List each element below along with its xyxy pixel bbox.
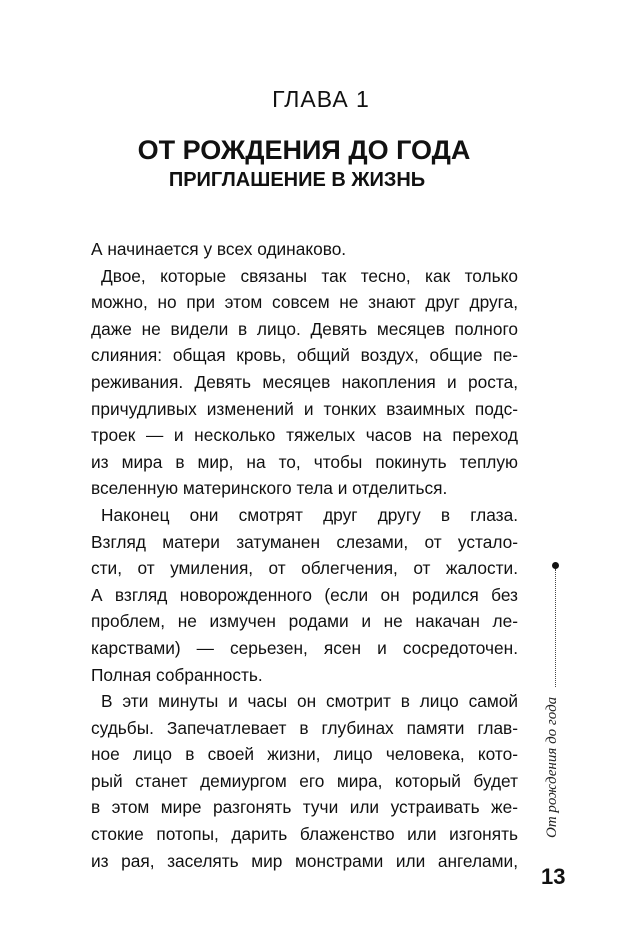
text-line: из мира в мир, на то, чтобы покинуть теплую	[91, 451, 518, 472]
text-line: из рая, заселять мир монстрами или ангелами,	[91, 850, 518, 871]
chapter-title: ОТ РОЖДЕНИЯ ДО ГОДА	[137, 135, 471, 165]
text-line: рый станет демиургом его мира, который будет	[91, 770, 518, 791]
text-line: сти, от умиления, от облегчения, от жалости.	[91, 558, 518, 579]
running-header: От рождения до года	[544, 696, 560, 838]
text-line: причудливых изменений и тонких взаимных подс-	[91, 398, 518, 419]
body-text	[91, 236, 518, 874]
running-header-rule	[555, 569, 556, 687]
chapter-label: ГЛАВА 1	[272, 86, 370, 112]
text-line: Взгляд матери затуманен слезами, от устало-	[91, 531, 518, 552]
text-line: стокие потопы, дарить блаженство или изгонять	[91, 824, 518, 845]
text-line: проблем, не измучен родами и не накачан ле-	[91, 611, 518, 632]
text-line: троек — и несколько тяжелых часов на переход	[91, 425, 518, 446]
page-number: 13	[541, 864, 566, 889]
text-line: можно, но при этом совсем не знают друг друга,	[91, 292, 518, 313]
running-header-dot	[552, 562, 559, 569]
text-line: В эти минуты и часы он смотрит в лицо самой	[101, 691, 518, 712]
text-line: слияния: общая кровь, общий воздух, общие пе-	[91, 345, 518, 366]
text-line: Наконец они смотрят друг другу в глаза.	[101, 504, 518, 525]
text-line: в этом мире разгонять тучи или устраивать же-	[91, 797, 518, 818]
text-line: Двое, которые связаны так тесно, как только	[101, 265, 518, 286]
text-line: А начинается у всех одинаково.	[91, 239, 347, 259]
text-line: реживания. Девять месяцев накопления и роста,	[91, 371, 518, 392]
text-line: даже не видели в лицо. Девять месяцев полного	[91, 318, 518, 339]
text-line: вселенную материнского тела и отделиться.	[91, 478, 448, 499]
text-line: Полная собранность.	[91, 664, 263, 685]
text-line: А взгляд новорожденного (если он родился без	[91, 584, 518, 605]
text-line: ное лицо в своей жизни, лицо человека, кото-	[91, 744, 518, 765]
text-line: карствами) — серьезен, ясен и сосредоточен.	[91, 637, 518, 658]
text-line: судьбы. Запечатлевает в глубинах памяти глав-	[91, 717, 518, 738]
chapter-subtitle: ПРИГЛАШЕНИЕ В ЖИЗНЬ	[168, 169, 426, 191]
